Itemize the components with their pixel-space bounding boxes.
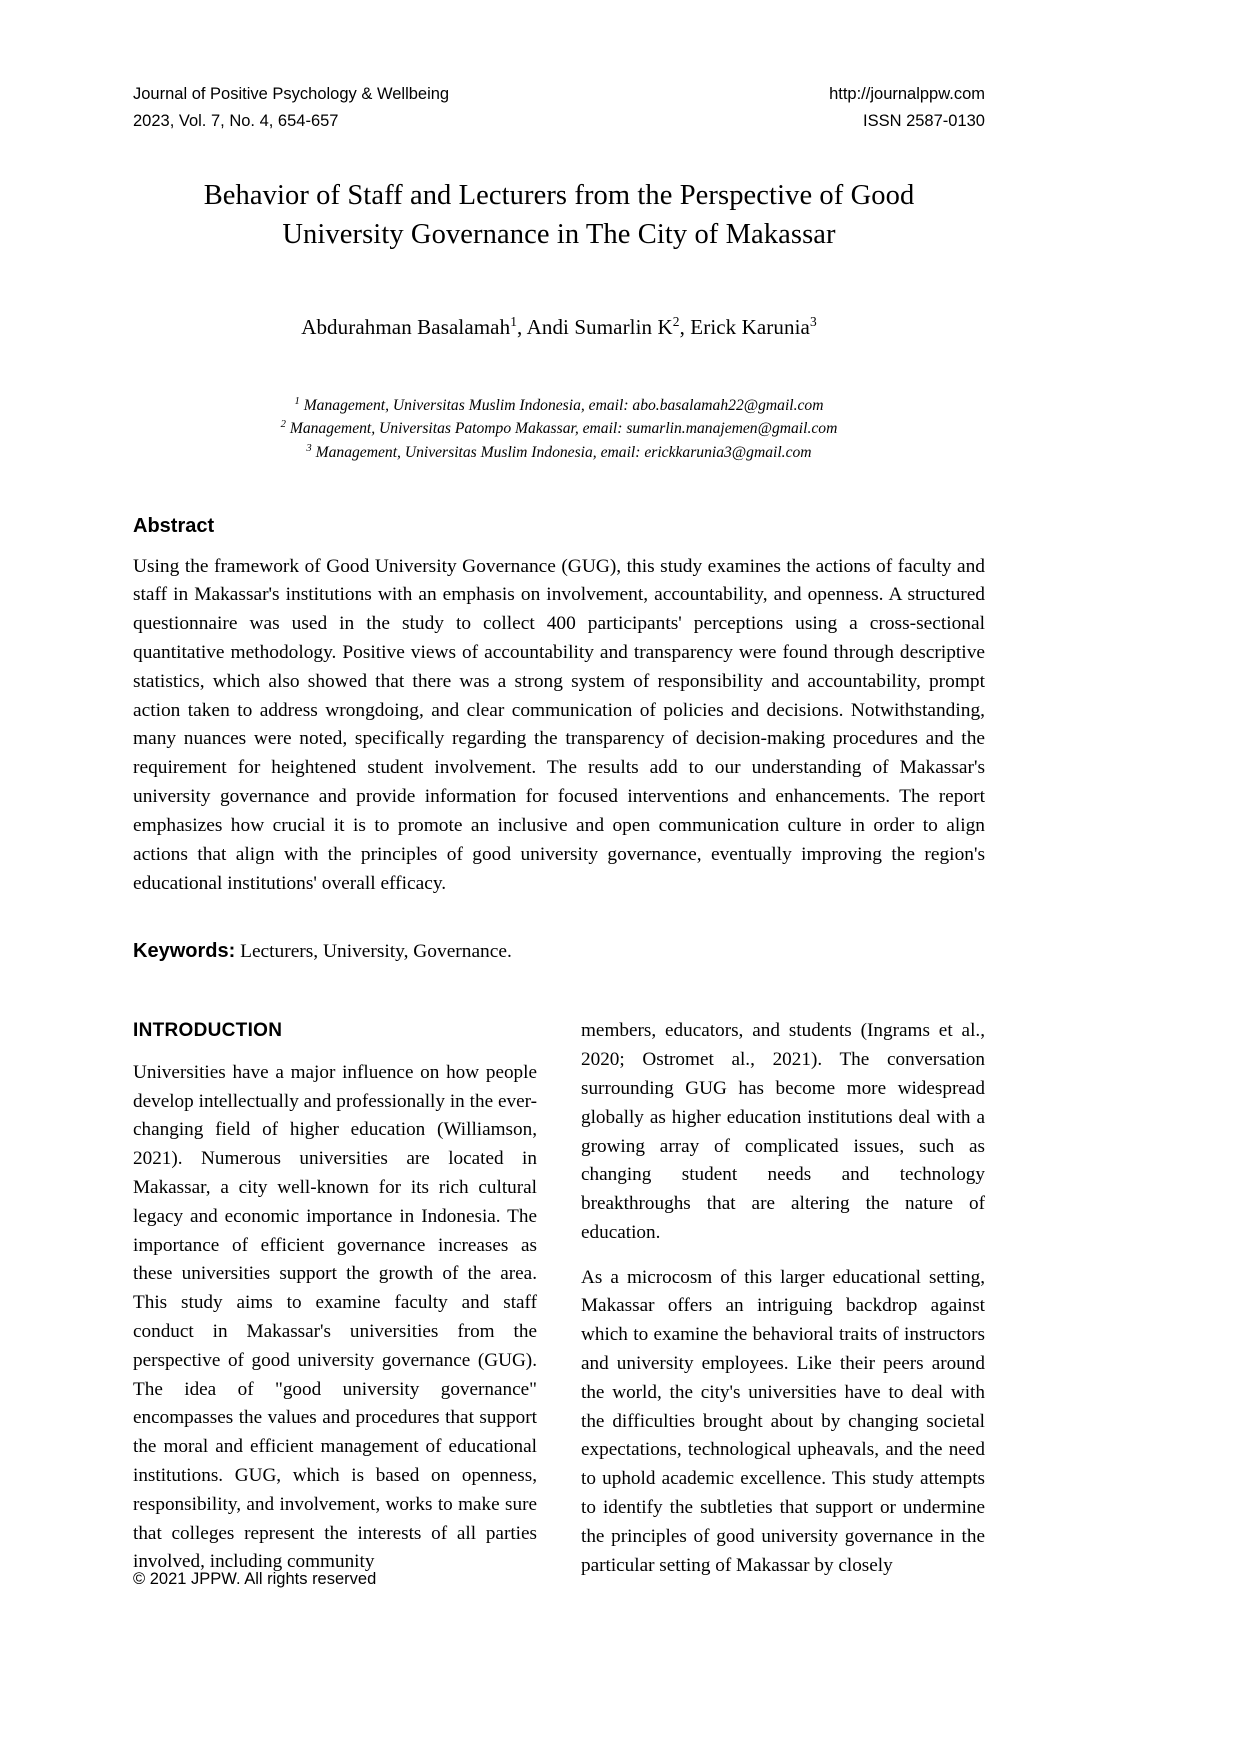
keywords-value: Lecturers, University, Governance.	[235, 941, 512, 963]
affiliation-item	[133, 417, 985, 441]
affiliation-list	[133, 394, 985, 465]
article-title-line-2: University Governance in The City of Makassar	[282, 219, 836, 251]
affiliation-item	[133, 394, 985, 418]
page-footer	[133, 1570, 985, 1589]
body-paragraph: Universities have a major influence on how people develop intellectually and professionally in the ever-changing field of higher education (Williamson, 2021). Numerous universities are located in Makassar, a city well-known for its rich cultural legacy and economic importance in Indonesia. The importance of efficient governance increases as these universities support the growth of the area. This study aims to examine faculty and staff conduct in Makassar's universities from the perspective of good university governance (GUG). The idea of "good university governance" encompasses the values and procedures that support the moral and efficient management of educational institutions. GUG, which is based on openness, responsibility, and involvement, works to make sure that colleges represent the interests of all parties involved, including community	[133, 1061, 537, 1573]
body-paragraph: As a microcosm of this larger educational setting, Makassar offers an intriguing backdrop against which to examine the behavioral traits of instructors and university employees. Like their peers around the world, the city's universities have to deal with the difficulties brought about by changing societal expectations, technological upheavals, and the need to uphold academic excellence. This study attempts to identify the subtleties that support or undermine the principles of good university governance in the particular setting of Makassar by closely	[581, 1266, 985, 1576]
author-affiliation-marker-3: 3	[809, 313, 817, 329]
keywords-label: Keywords:	[133, 940, 236, 963]
body-paragraph: members, educators, and students (Ingrams et al., 2020; Ostromet al., 2021). The conversation surrounding GUG has become more widespread globally as higher education institutions deal with a growing array of complicated issues, such as changing student needs and technology breakthroughs that are altering the nature of education.	[581, 1020, 985, 1243]
author-name-2: Andi Sumarlin K	[526, 314, 673, 339]
author-name-3: Erick Karunia	[690, 314, 810, 339]
affiliation-item	[133, 441, 985, 465]
author-affiliation-marker-2: 2	[672, 313, 680, 329]
running-head-right	[829, 81, 985, 134]
journal-name: Journal of Positive Psychology & Wellbeing	[133, 85, 450, 103]
author-separator-1: ,	[517, 314, 527, 339]
copyright-notice: © 2021 JPPW. All rights reserved	[133, 1570, 377, 1588]
running-head	[133, 0, 985, 134]
author-list	[133, 315, 985, 340]
author-separator-2: ,	[679, 314, 691, 339]
affiliation-marker: 2	[280, 419, 286, 430]
abstract-body: Using the framework of Good University Governance (GUG), this study examines the actions of faculty and staff in Makassar's institutions with an emphasis on involvement, accountability, and openness. A structured questionnaire was used in the study to collect 400 participants' perceptions using a cross-sectional quantitative methodology. Positive views of accountability and transparency were found through descriptive statistics, which also showed that there was a strong system of responsibility and accountability, prompt action taken to address wrongdoing, and clear communication of policies and decisions. Notwithstanding, many nuances were noted, specifically regarding the transparency of decision-making procedures and the requirement for heightened student involvement. The results add to our understanding of Makassar's university governance and provide information for focused interventions and enhancements. The report emphasizes how crucial it is to promote an inclusive and open communication culture in order to align actions that align with the principles of good university governance, eventually improving the region's educational institutions' overall efficacy.	[133, 555, 985, 894]
affiliation-text: Management, Universitas Muslim Indonesia, email: erickkarunia3@gmail.com	[311, 443, 812, 461]
introduction-heading: INTRODUCTION	[133, 1020, 283, 1042]
body-columns	[133, 1017, 985, 1580]
author-affiliation-marker-1: 1	[510, 313, 518, 329]
issue-line: 2023, Vol. 7, No. 4, 654-657	[133, 111, 339, 130]
affiliation-marker: 1	[294, 395, 300, 407]
keywords-line	[133, 940, 985, 963]
journal-website[interactable]: http://journalppw.com	[829, 85, 985, 103]
article-title-line-1: Behavior of Staff and Lecturers from the Perspective of Good	[203, 180, 915, 212]
abstract-heading: Abstract	[133, 514, 215, 537]
article-title	[133, 176, 985, 254]
author-name-1: Abdurahman Basalamah	[301, 314, 511, 339]
issn: ISSN 2587-0130	[862, 111, 985, 130]
affiliation-text: Management, Universitas Muslim Indonesia, email: abo.basalamah22@gmail.com	[299, 396, 824, 414]
affiliation-marker: 3	[306, 442, 312, 454]
body-column-right	[581, 1017, 985, 1580]
page-content	[133, 0, 985, 1580]
body-column-left	[133, 1017, 537, 1580]
affiliation-text: Management, Universitas Patompo Makassar, email: sumarlin.manajemen@gmail.com	[285, 420, 838, 438]
running-head-left	[133, 81, 449, 134]
